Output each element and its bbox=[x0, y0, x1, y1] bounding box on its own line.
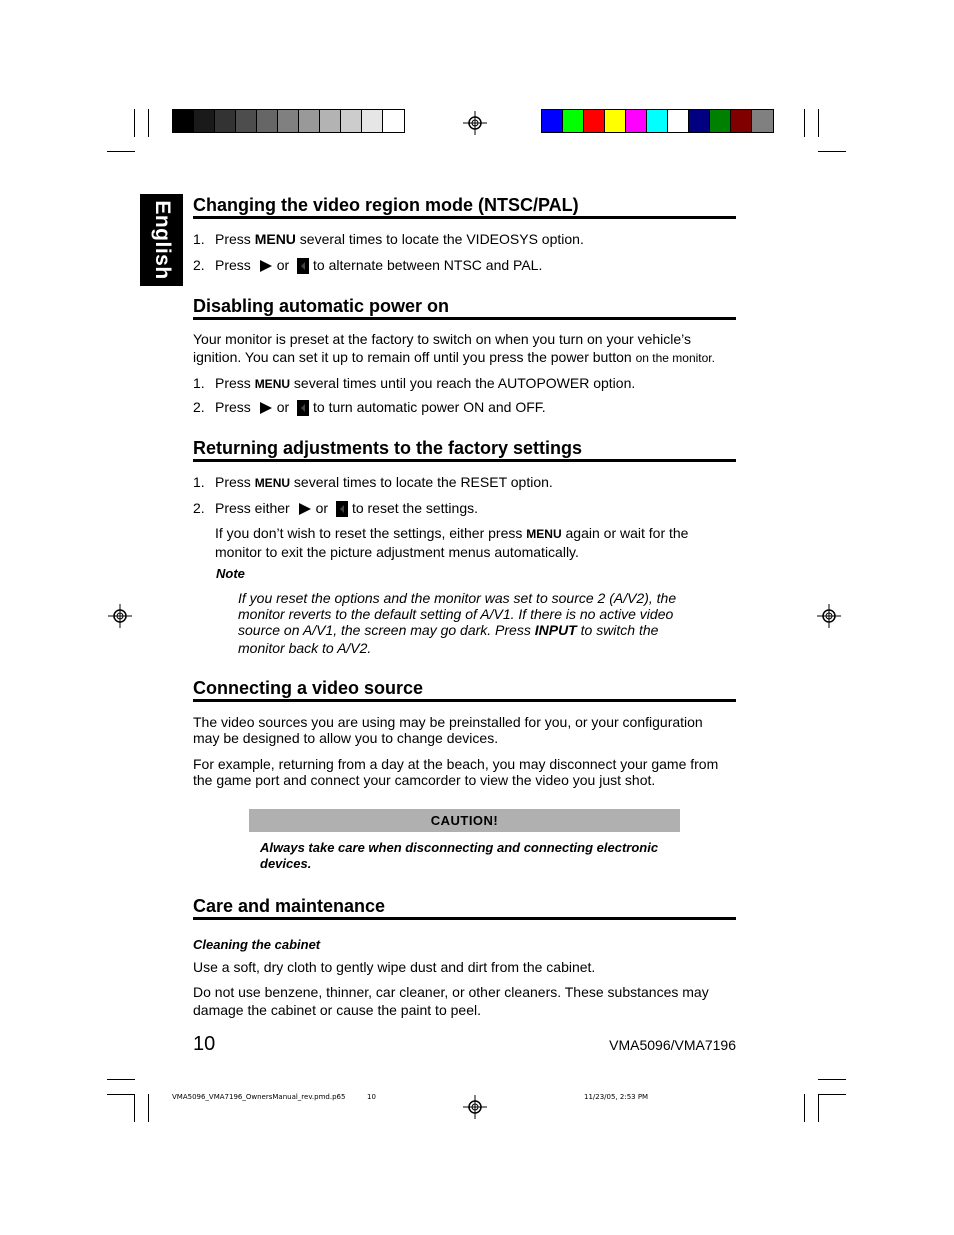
left-arrow-button-icon bbox=[336, 501, 348, 517]
section-heading-factory-reset: Returning adjustments to the factory settings bbox=[193, 438, 736, 462]
section-heading-video-source: Connecting a video source bbox=[193, 678, 736, 702]
cleaning-cabinet-label: Cleaning the cabinet bbox=[193, 937, 321, 952]
caution-text: Always take care when disconnecting and connecting electronic devices. bbox=[260, 840, 659, 871]
gray-swatch-7 bbox=[299, 110, 320, 132]
right-arrow-button-icon bbox=[298, 502, 312, 516]
print-page: 10 bbox=[367, 1093, 376, 1101]
video-source-para-2: For example, returning from a day at the beach, you may disconnect your game from the game port and connect your camcorder to view the video you just shot. bbox=[193, 756, 719, 788]
auto-power-intro: Your monitor is preset at the factory to switch on when you turn on your vehicle’s ignition. You can set it up to remain off until you press the power button on the monitor. bbox=[193, 331, 715, 365]
section-heading-care: Care and maintenance bbox=[193, 896, 736, 920]
print-filename: VMA5096_VMA7196_OwnersManual_rev.pmd.p65 bbox=[172, 1093, 346, 1101]
grayscale-swatch-bar bbox=[172, 109, 405, 133]
gray-swatch-11 bbox=[383, 110, 404, 132]
gray-swatch-6 bbox=[278, 110, 299, 132]
registration-crosshair-bottom bbox=[463, 1095, 487, 1119]
color-swatch-10 bbox=[731, 110, 752, 132]
color-swatch-9 bbox=[710, 110, 731, 132]
factory-reset-extra: If you don’t wish to reset the settings, either press MENU again or wait for the monitor to exit the picture adjustment menus automatically. bbox=[215, 525, 689, 560]
print-timestamp: 11/23/05, 2:53 PM bbox=[584, 1093, 649, 1101]
color-swatch-3 bbox=[584, 110, 605, 132]
page-number: 10 bbox=[193, 1033, 216, 1055]
step-video-region-1: 1. Press MENU several times to locate the VIDEOSYS option. bbox=[193, 231, 584, 247]
gray-swatch-9 bbox=[341, 110, 362, 132]
gray-swatch-8 bbox=[320, 110, 341, 132]
color-swatch-11 bbox=[752, 110, 773, 132]
menu-key-label: MENU bbox=[526, 527, 562, 541]
note-body: If you reset the options and the monitor was set to source 2 (A/V2), the monitor reverts to the default setting of A/V1. If there is no active video source on A/V1, the screen may go dark. Press INPUT to switch the monitor back to A/V2. bbox=[238, 590, 677, 656]
care-para-1: Use a soft, dry cloth to gently wipe dust and dirt from the cabinet. bbox=[193, 959, 596, 975]
left-arrow-button-icon bbox=[297, 258, 309, 274]
gray-swatch-4 bbox=[236, 110, 257, 132]
gray-swatch-2 bbox=[194, 110, 215, 132]
input-key-label: INPUT bbox=[534, 622, 577, 638]
caution-banner: CAUTION! bbox=[249, 809, 680, 832]
video-source-para-1: The video sources you are using may be preinstalled for you, or your configuration may be designed to allow you to change devices. bbox=[193, 714, 703, 746]
color-swatch-5 bbox=[626, 110, 647, 132]
language-tab-label: English bbox=[150, 200, 174, 280]
color-swatch-2 bbox=[563, 110, 584, 132]
menu-key-label: MENU bbox=[254, 377, 291, 391]
step-auto-power-1: 1. Press MENU several times until you reach the AUTOPOWER option. bbox=[193, 375, 636, 391]
color-swatch-8 bbox=[689, 110, 710, 132]
color-swatch-7 bbox=[668, 110, 689, 132]
step-auto-power-2: 2. Press or to turn automatic power ON and OFF. bbox=[193, 399, 546, 415]
step-factory-reset-2: 2. Press either or to reset the settings. bbox=[193, 500, 479, 516]
gray-swatch-5 bbox=[257, 110, 278, 132]
right-arrow-button-icon bbox=[259, 401, 273, 415]
color-swatch-6 bbox=[647, 110, 668, 132]
model-number: VMA5096/VMA7196 bbox=[609, 1037, 736, 1053]
menu-key-label: MENU bbox=[254, 476, 291, 490]
registration-crosshair-right bbox=[817, 604, 841, 628]
gray-swatch-1 bbox=[173, 110, 194, 132]
gray-swatch-3 bbox=[215, 110, 236, 132]
color-swatch-bar bbox=[541, 109, 774, 133]
note-label: Note bbox=[216, 566, 245, 581]
registration-crosshair-top bbox=[463, 111, 487, 135]
gray-swatch-10 bbox=[362, 110, 383, 132]
language-tab bbox=[140, 194, 183, 286]
step-video-region-2: 2. Press or to alternate between NTSC and PAL. bbox=[193, 257, 543, 273]
section-heading-auto-power: Disabling automatic power on bbox=[193, 296, 736, 320]
color-swatch-1 bbox=[542, 110, 563, 132]
care-para-2: Do not use benzene, thinner, car cleaner, or other cleaners. These substances may damage the cabinet or cause the paint to peel. bbox=[193, 984, 709, 1018]
section-heading-video-region: Changing the video region mode (NTSC/PAL) bbox=[193, 195, 736, 219]
registration-crosshair-left bbox=[108, 604, 132, 628]
color-swatch-4 bbox=[605, 110, 626, 132]
right-arrow-button-icon bbox=[259, 259, 273, 273]
step-factory-reset-1: 1. Press MENU several times to locate the RESET option. bbox=[193, 474, 553, 490]
left-arrow-button-icon bbox=[297, 400, 309, 416]
menu-key-label: MENU bbox=[254, 231, 296, 247]
